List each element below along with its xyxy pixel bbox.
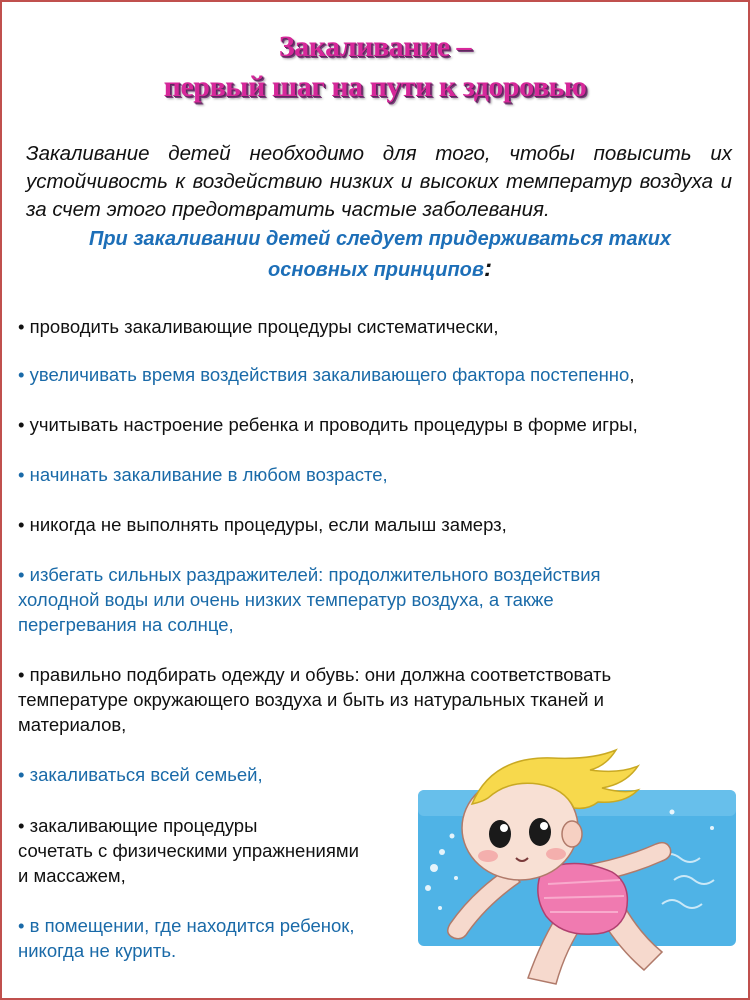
list-item: • закаливаться всей семьей, bbox=[18, 764, 263, 785]
list-item: • проводить закаливающие процедуры систематически, bbox=[18, 316, 499, 337]
list-item-line: холодной воды или очень низких температур воздуха, а также bbox=[18, 589, 554, 610]
principles-heading-text: основных принципов bbox=[268, 259, 484, 281]
right-eye-icon bbox=[529, 818, 551, 846]
list-item-line: и массажем, bbox=[18, 865, 126, 886]
list-item: • учитывать настроение ребенка и проводить процедуры в форме игры, bbox=[18, 414, 638, 435]
list-item bbox=[18, 362, 634, 387]
list-item: • никогда не выполнять процедуры, если малыш замерз, bbox=[18, 514, 507, 535]
list-item-text: • увеличивать время воздействия закаливающего фактора постепенно bbox=[18, 364, 630, 385]
list-item-line: • в помещении, где находится ребенок, bbox=[18, 915, 355, 936]
swimming-child-illustration bbox=[412, 748, 742, 988]
principles-heading-line-2 bbox=[0, 255, 750, 284]
list-item-line: перегревания на солнце, bbox=[18, 614, 234, 635]
list-item-line: • избегать сильных раздражителей: продолжительного воздействия bbox=[18, 564, 601, 585]
list-item-comma: , bbox=[629, 364, 635, 385]
principles-heading-line-1: При закаливании детей следует придерживаться таких bbox=[88, 228, 672, 250]
list-item-line: • закаливающие процедуры bbox=[18, 815, 258, 836]
intro-paragraph: Закаливание детей необходимо для того, чтобы повысить их устойчивость к воздействию низких и высоких температур воздуха и за счет этого предотвратить частые заболевания. bbox=[26, 142, 732, 221]
list-item-line: материалов, bbox=[18, 714, 127, 735]
principles-heading-colon: : bbox=[483, 255, 492, 282]
page-title-line-2: первый шаг на пути к здоровью bbox=[163, 70, 587, 103]
list-item-line: сочетать с физическими упражнениями bbox=[18, 840, 359, 861]
left-eye-icon bbox=[489, 820, 511, 848]
list-item: • начинать закаливание в любом возрасте, bbox=[18, 464, 388, 485]
list-item-line: никогда не курить. bbox=[18, 940, 177, 961]
list-item-line: температуре окружающего воздуха и быть из натуральных тканей и bbox=[18, 689, 604, 710]
list-item-line: • правильно подбирать одежду и обувь: они должна соответствовать bbox=[18, 664, 612, 685]
page-title-line-1: Закаливание – bbox=[278, 30, 472, 63]
